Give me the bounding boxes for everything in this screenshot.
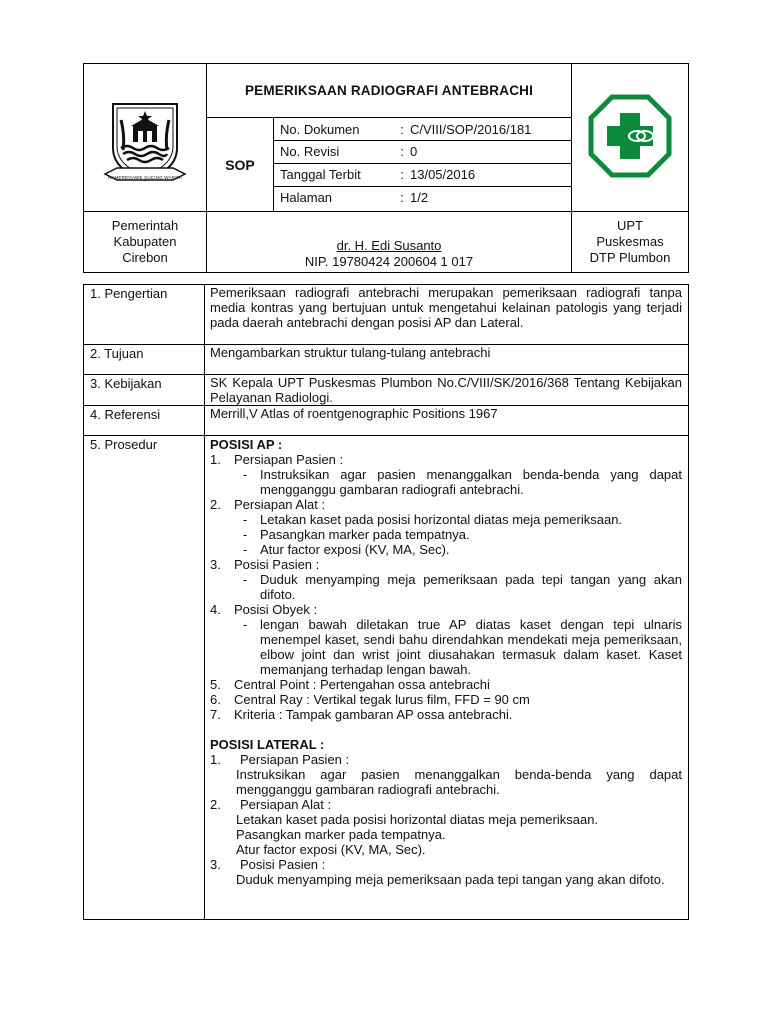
ap-step — [210, 692, 682, 707]
signatory-name: dr. H. Edi Susanto — [336, 238, 442, 253]
ap-heading: POSISI AP : — [210, 437, 283, 452]
substep-text: Atur factor exposi (KV, MA, Sec). — [260, 542, 450, 557]
step-number: 2. — [210, 497, 221, 512]
unit-cell — [572, 212, 689, 273]
step-title: Posisi Obyek : — [234, 602, 318, 617]
ap-step — [210, 707, 682, 722]
section-text: SK Kepala UPT Puskesmas Plumbon No.C/VIII/SK/2016/368 Tentang Kebijakan Pelayanan Radiologi. — [205, 375, 689, 406]
ap-substep — [210, 527, 682, 542]
unit-line: DTP Plumbon — [589, 250, 671, 265]
step-number: 3. — [210, 857, 221, 872]
meta-colon: : — [398, 140, 406, 163]
ap-substep — [210, 572, 682, 602]
step-title: Persiapan Alat : — [234, 497, 326, 512]
document-meta-cell — [274, 118, 572, 212]
lateral-step-detail: Letakan kaset pada posisi horizontal diatas meja pemeriksaan. — [236, 812, 599, 827]
section-text: Merrill,V Atlas of roentgenographic Positions 1967 — [205, 406, 689, 436]
step-number: 7. — [210, 707, 221, 722]
puskesmas-logo — [587, 93, 673, 179]
step-title: Posisi Pasien : — [234, 557, 320, 572]
ap-substep — [210, 467, 682, 497]
lateral-step-detail: Instruksikan agar pasien menanggalkan benda-benda yang dapat mengganggu gambaran radiografi antebrachi. — [236, 767, 682, 797]
ap-step — [210, 452, 682, 467]
step-number: 6. — [210, 692, 221, 707]
dash-bullet: - — [242, 617, 248, 632]
ap-substep — [210, 512, 682, 527]
substep-text: Letakan kaset pada posisi horizontal diatas meja pemeriksaan. — [260, 512, 623, 527]
sop-content-table — [83, 284, 689, 920]
section-referensi — [84, 406, 689, 436]
section-label: 2. Tujuan — [84, 345, 205, 375]
step-title: Persiapan Pasien : — [234, 452, 344, 467]
section-label: 5. Prosedur — [84, 436, 205, 920]
meta-colon: : — [400, 190, 404, 206]
section-pengertian — [84, 285, 689, 345]
step-title: Kriteria : Tampak gambaran AP ossa antebrachi. — [234, 707, 513, 722]
meta-value: 13/05/2016 — [406, 163, 571, 186]
lateral-heading: POSISI LATERAL : — [210, 737, 325, 752]
issuer-cell — [84, 212, 207, 273]
meta-key: No. Dokumen — [274, 118, 398, 140]
signatory-nip: NIP. 19780424 200604 1 017 — [304, 254, 474, 269]
step-number: 2. — [210, 797, 221, 812]
substep-text: Instruksikan agar pasien menanggalkan benda-benda yang dapat mengganggu gambaran radiografi antebrachi. — [260, 467, 682, 497]
ap-substep — [210, 617, 682, 677]
step-number: 1. — [210, 752, 221, 767]
section-text: Pemeriksaan radiografi antebrachi merupakan pemeriksaan radiografi tanpa media kontras yang bertujuan untuk mengetahui kelainan patologis yang terjadi pada daerah antebrachi dengan posisi AP dan Lateral. — [205, 285, 689, 345]
step-title: Persiapan Pasien : — [240, 752, 350, 767]
ap-step — [210, 677, 682, 692]
lateral-step — [210, 797, 682, 812]
lateral-step-detail: Atur factor exposi (KV, MA, Sec). — [236, 842, 426, 857]
lateral-step-detail: Pasangkan marker pada tempatnya. — [236, 827, 446, 842]
lateral-step — [210, 752, 682, 767]
step-title: Central Ray : Vertikal tegak lurus film, FFD = 90 cm — [234, 692, 530, 707]
unit-line: UPT — [617, 218, 643, 233]
meta-row-tanggal — [274, 163, 571, 186]
meta-key: Halaman — [280, 190, 333, 206]
puskesmas-logo-cell — [572, 64, 689, 212]
lateral-step — [210, 857, 682, 872]
section-kebijakan — [84, 375, 689, 406]
ap-step — [210, 497, 682, 512]
ap-substep — [210, 542, 682, 557]
section-label: 4. Referensi — [84, 406, 205, 436]
logo-ribbon-text: RAMEREGAWE SUCING WARGA — [107, 174, 183, 180]
issuer-line: Pemerintah — [111, 218, 179, 233]
substep-text: lengan bawah diletakan true AP diatas kaset dengan tepi ulnaris menempel kaset, sendi bahu direndahkan mendekati meja pemeriksaan, elbow joint dan wrist joint diusahakan termasuk dalam kaset. Kaset memanjang terhadap lengan bawah. — [260, 617, 682, 677]
meta-colon: : — [398, 118, 406, 140]
meta-key: No. Revisi — [274, 140, 398, 163]
ap-steps — [210, 452, 682, 722]
meta-key: Tanggal Terbit — [274, 163, 398, 186]
meta-value: 1/2 — [410, 190, 429, 206]
meta-row-dokumen — [274, 118, 571, 140]
meta-row-revisi — [274, 140, 571, 163]
ap-step — [210, 557, 682, 572]
meta-value: C/VIII/SOP/2016/181 — [406, 118, 571, 140]
unit-line: Puskesmas — [596, 234, 664, 249]
regency-logo-cell — [84, 64, 207, 212]
section-tujuan — [84, 345, 689, 375]
dash-bullet: - — [242, 542, 248, 557]
document-meta — [274, 118, 571, 208]
lateral-step-detail: Duduk menyamping meja pemeriksaan pada tepi tangan yang akan difoto. — [236, 872, 665, 887]
procedure-content — [205, 436, 689, 920]
issuer-line: Kabupaten — [113, 234, 177, 249]
step-title: Persiapan Alat : — [240, 797, 332, 812]
issuer-line: Cirebon — [122, 250, 168, 265]
section-prosedur — [84, 436, 689, 920]
sop-label: SOP — [207, 118, 274, 212]
step-number: 5. — [210, 677, 221, 692]
step-number: 1. — [210, 452, 221, 467]
dash-bullet: - — [242, 527, 248, 542]
document-title: PEMERIKSAAN RADIOGRAFI ANTEBRACHI — [207, 64, 572, 118]
section-text: Mengambarkan struktur tulang-tulang antebrachi — [205, 345, 689, 375]
meta-row-halaman — [274, 186, 571, 208]
substep-text: Pasangkan marker pada tempatnya. — [260, 527, 470, 542]
step-number: 3. — [210, 557, 221, 572]
meta-value: 0 — [406, 140, 571, 163]
step-number: 4. — [210, 602, 221, 617]
step-title: Central Point : Pertengahan ossa antebrachi — [234, 677, 490, 692]
dash-bullet: - — [242, 572, 248, 587]
sop-header-table — [83, 63, 689, 273]
signatory-cell — [207, 212, 572, 273]
meta-colon: : — [398, 163, 406, 186]
section-label: 1. Pengertian — [84, 285, 205, 345]
dash-bullet: - — [242, 467, 248, 482]
substep-text: Duduk menyamping meja pemeriksaan pada tepi tangan yang akan difoto. — [260, 572, 682, 602]
section-label: 3. Kebijakan — [84, 375, 205, 406]
step-title: Posisi Pasien : — [240, 857, 326, 872]
ap-step — [210, 602, 682, 617]
dash-bullet: - — [242, 512, 248, 527]
lateral-steps — [210, 752, 682, 887]
